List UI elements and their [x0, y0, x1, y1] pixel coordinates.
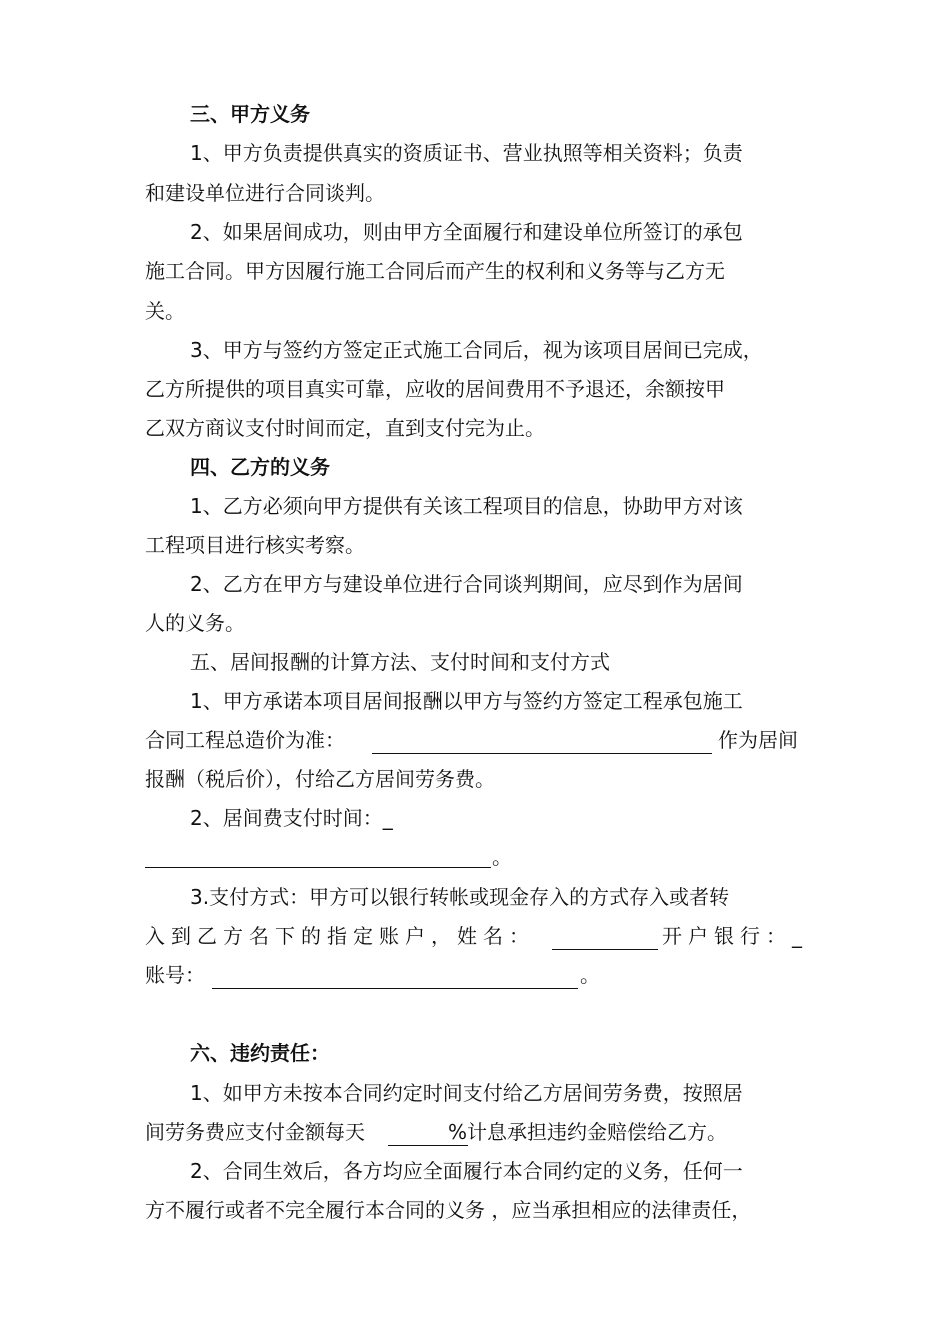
- section5-paragraph2-line1: 2、居间费支付时间：_: [190, 806, 393, 830]
- bank-label: 开户银行：_: [662, 924, 808, 948]
- section4-paragraph2-line1: 2、乙方在甲方与建设单位进行合同谈判期间，应尽到作为居间: [190, 572, 743, 596]
- section5-paragraph1-line2-label: 合同工程总造价为准：: [145, 728, 345, 752]
- section4-paragraph1-line2: 工程项目进行核实考察。: [145, 533, 365, 557]
- section6-paragraph1-line2-label: 间劳务费应支付金额每天: [145, 1120, 365, 1144]
- section3-paragraph3-line1: 3、甲方与签约方签定正式施工合同后，视为该项目居间已完成，: [190, 338, 763, 362]
- section3-paragraph2-line3: 关。: [145, 299, 185, 323]
- section6-paragraph2-line2: 方不履行或者不完全履行本合同的义务 ，应当承担相应的法律责任，: [145, 1198, 752, 1222]
- section5-paragraph3-line1: 3.支付方式：甲方可以银行转帐或现金存入的方式存入或者转: [190, 885, 730, 909]
- section6-paragraph1-line1: 1、如甲方未按本合同约定时间支付给乙方居间劳务费，按照居: [190, 1081, 743, 1105]
- payment-time-blank: [145, 840, 491, 868]
- section6-paragraph1-line2-suffix: 计息承担违约金赔偿给乙方。: [467, 1120, 727, 1144]
- section3-paragraph1-line1: 1、甲方负责提供真实的资质证书、营业执照等相关资料；负责: [190, 141, 743, 165]
- section3-paragraph2-line2: 施工合同。甲方因履行施工合同后而产生的权利和义务等与乙方无: [145, 259, 725, 283]
- section3-paragraph3-line2: 乙方所提供的项目真实可靠，应收的居间费用不予退还，余额按甲: [145, 377, 725, 401]
- section3-paragraph2-line1: 2、如果居间成功，则由甲方全面履行和建设单位所签订的承包: [190, 220, 743, 244]
- name-blank: [552, 922, 658, 950]
- percent-sign: %: [448, 1120, 468, 1144]
- section5-paragraph1-line3: 报酬（税后价），付给乙方居间劳务费。: [145, 767, 495, 791]
- section4-paragraph1-line1: 1、乙方必须向甲方提供有关该工程项目的信息，协助甲方对该: [190, 494, 743, 518]
- section4-paragraph2-line2: 人的义务。: [145, 611, 245, 635]
- section6-heading: 六、违约责任：: [190, 1041, 330, 1065]
- section3-heading: 三、甲方义务: [190, 102, 310, 126]
- section6-paragraph2-line1: 2、合同生效后，各方均应全面履行本合同约定的义务，任何一: [190, 1159, 743, 1183]
- section3-paragraph3-line3: 乙双方商议支付时间而定，直到支付完为止。: [145, 416, 545, 440]
- account-end: 。: [580, 963, 600, 987]
- section5-paragraph1-line2-suffix: 作为居间: [718, 728, 798, 752]
- section5-paragraph2-end: 。: [492, 845, 512, 869]
- total-price-blank: [372, 726, 712, 754]
- section4-heading: 四、乙方的义务: [190, 455, 330, 479]
- section3-paragraph1-line2: 和建设单位进行合同谈判。: [145, 181, 385, 205]
- section5-paragraph1-line1: 1、甲方承诺本项目居间报酬以甲方与签约方签定工程承包施工: [190, 689, 743, 713]
- account-label: 账号：: [145, 963, 205, 987]
- section5-heading: 五、居间报酬的计算方法、支付时间和支付方式: [190, 650, 610, 674]
- account-blank: [212, 961, 578, 989]
- section5-paragraph3-line2-label: 入到乙方名下的指定账户，姓名：: [145, 924, 535, 948]
